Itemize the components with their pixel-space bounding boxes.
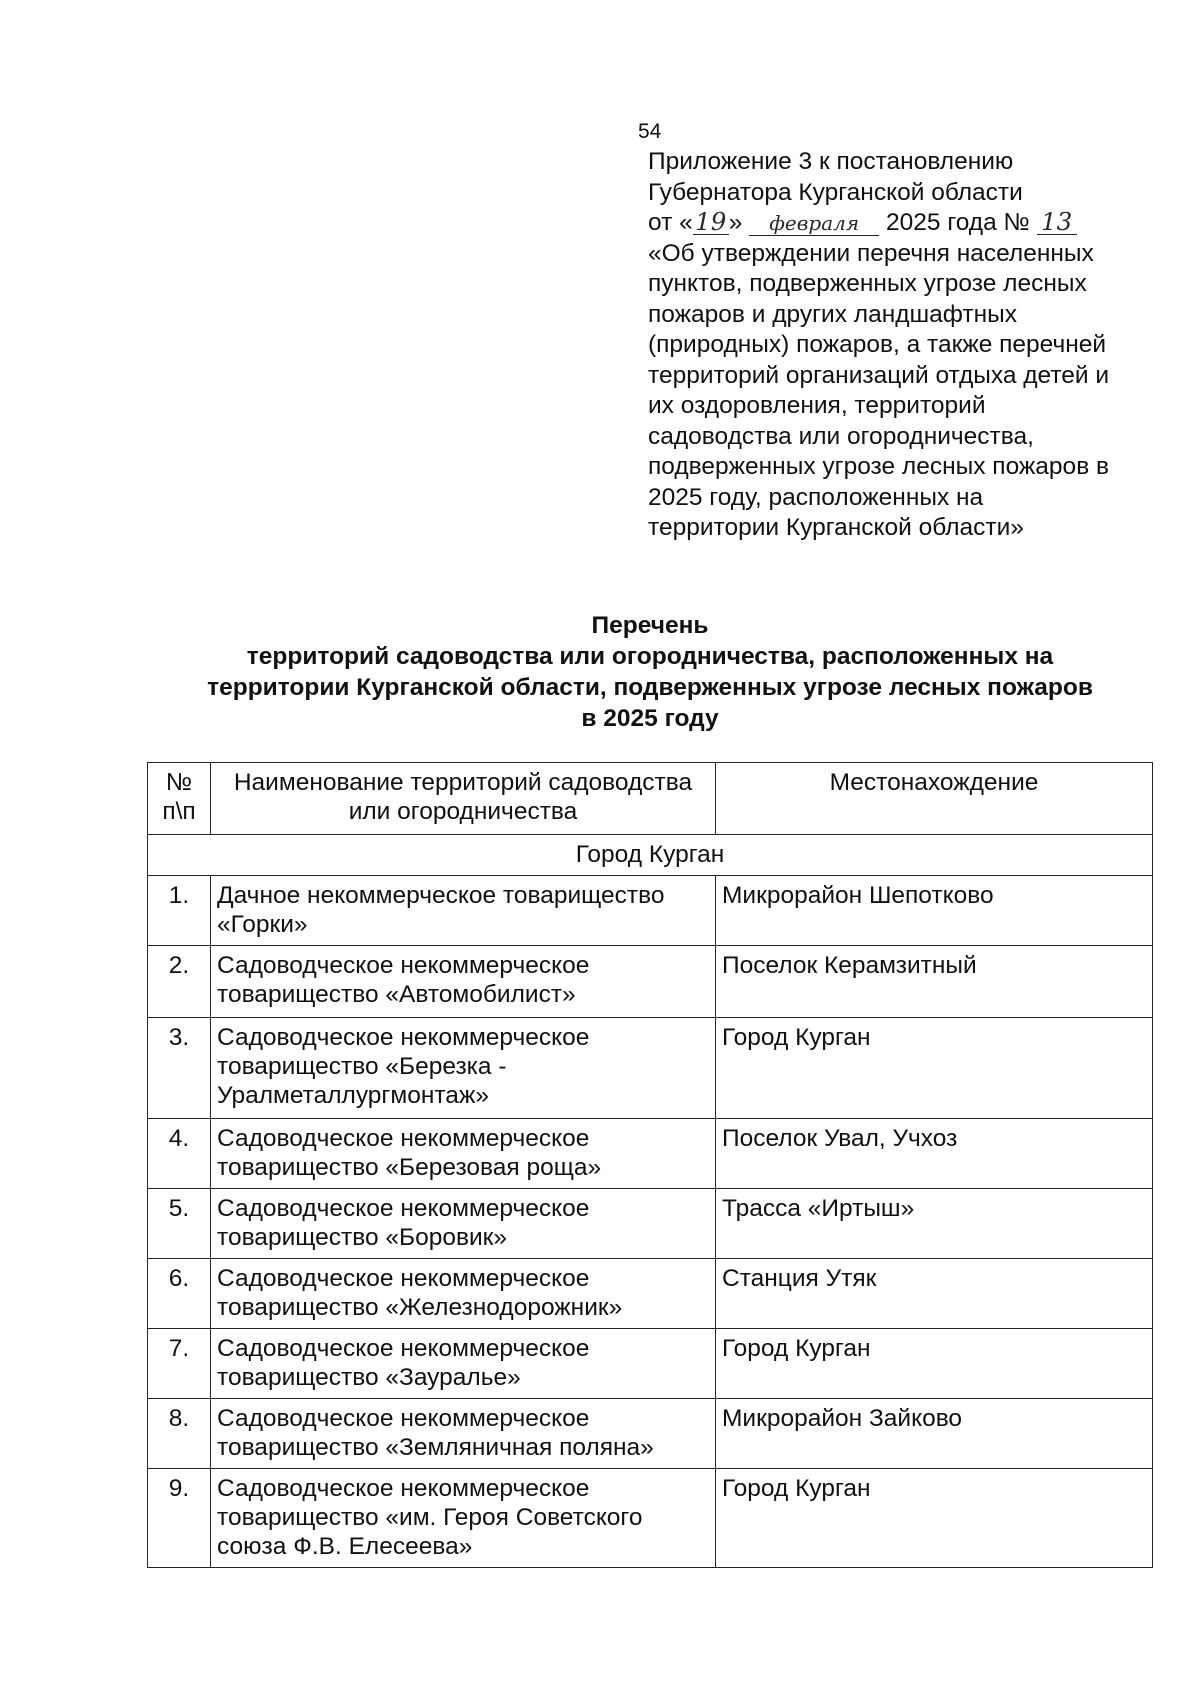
row-location: Микрорайон Шепотково	[716, 876, 1153, 946]
row-location: Трасса «Иртыш»	[716, 1189, 1153, 1259]
header-location: Местонахождение	[716, 763, 1153, 835]
appendix-title-line: «Об утверждении перечня населенных	[648, 239, 1094, 267]
appendix-line: Приложение 3 к постановлению	[648, 148, 1014, 175]
row-location: Микрорайон Зайково	[716, 1399, 1153, 1469]
table-row	[148, 1399, 1153, 1469]
table-row	[148, 1018, 1153, 1119]
handwritten-day: 19	[693, 210, 729, 235]
appendix-title-line: пунктов, подверженных угрозе лесных	[648, 270, 1087, 297]
row-location: Поселок Увал, Учхоз	[716, 1119, 1153, 1189]
row-name: Садоводческое некоммерческое товарищество «Боровик»	[211, 1189, 716, 1259]
row-location: Город Курган	[716, 1329, 1153, 1399]
handwritten-month: февраля	[749, 211, 879, 236]
row-number: 1.	[148, 876, 211, 946]
group-row	[148, 835, 1153, 876]
handwritten-decree-number: 13	[1037, 210, 1077, 235]
appendix-line: Губернатора Курганской области	[648, 178, 1023, 206]
row-location: Город Курган	[716, 1469, 1153, 1568]
appendix-title-line: подверженных угрозе лесных пожаров в	[648, 453, 1110, 480]
row-location: Город Курган	[716, 1018, 1153, 1119]
date-prefix: от «	[648, 209, 693, 236]
row-name: Садоводческое некоммерческое товарищество «Березовая роща»	[211, 1119, 716, 1189]
table-row	[148, 1259, 1153, 1329]
page-number: 54	[638, 120, 662, 143]
header-number-sign: №	[165, 769, 193, 796]
appendix-title-line: 2025 году, расположенных на	[648, 483, 984, 511]
appendix-block	[648, 147, 1168, 544]
header-number	[148, 763, 211, 835]
row-name: Садоводческое некоммерческое товарищество «Железнодорожник»	[211, 1259, 716, 1329]
row-location: Станция Утяк	[716, 1259, 1153, 1329]
document-heading	[145, 610, 1155, 734]
row-name: Садоводческое некоммерческое товарищество «Березка - Уралметаллургмонтаж»	[211, 1018, 716, 1119]
date-mid: »	[728, 209, 743, 236]
row-location: Поселок Керамзитный	[716, 946, 1153, 1018]
row-name: Садоводческое некоммерческое товарищество «им. Героя Советского союза Ф.В. Елесеева»	[211, 1469, 716, 1568]
table-row	[148, 876, 1153, 946]
appendix-title-line: пожаров и других ландшафтных	[648, 300, 1018, 328]
appendix-title-line: садоводства или огородничества,	[648, 422, 1034, 450]
row-number: 9.	[148, 1469, 211, 1568]
table-row	[148, 1329, 1153, 1399]
header-name: Наименование территорий садоводства или огородничества	[211, 763, 716, 835]
heading-line: в 2025 году	[581, 705, 719, 732]
row-name: Садоводческое некоммерческое товарищество «Зауралье»	[211, 1329, 716, 1399]
table-header-row	[148, 763, 1153, 835]
appendix-date-line	[648, 208, 1168, 239]
row-name: Садоводческое некоммерческое товарищество «Земляничная поляна»	[211, 1399, 716, 1469]
row-name: Садоводческое некоммерческое товарищество «Автомобилист»	[211, 946, 716, 1018]
table-row	[148, 1119, 1153, 1189]
row-number: 8.	[148, 1399, 211, 1469]
header-number-abbr: п\п	[162, 798, 196, 825]
row-number: 6.	[148, 1259, 211, 1329]
row-number: 5.	[148, 1189, 211, 1259]
territories-table	[147, 762, 1153, 1568]
table-row	[148, 946, 1153, 1018]
row-name: Дачное некоммерческое товарищество «Горки»	[211, 876, 716, 946]
appendix-title-line: территории Курганской области»	[648, 514, 1024, 541]
date-year: 2025 года №	[886, 209, 1030, 236]
group-label: Город Курган	[148, 835, 1153, 876]
heading-line: территорий садоводства или огородничества, расположенных на	[246, 643, 1054, 670]
appendix-title-line: территорий организаций отдыха детей и	[648, 361, 1110, 389]
table-row	[148, 1469, 1153, 1568]
row-number: 7.	[148, 1329, 211, 1399]
heading-line: территории Курганской области, подверженных угрозе лесных пожаров	[207, 674, 1093, 701]
row-number: 4.	[148, 1119, 211, 1189]
row-number: 2.	[148, 946, 211, 1018]
appendix-title-line: их оздоровления, территорий	[648, 392, 986, 419]
appendix-title-line: (природных) пожаров, а также перечней	[648, 331, 1107, 358]
heading-title: Перечень	[591, 612, 709, 639]
row-number: 3.	[148, 1018, 211, 1119]
table-row	[148, 1189, 1153, 1259]
